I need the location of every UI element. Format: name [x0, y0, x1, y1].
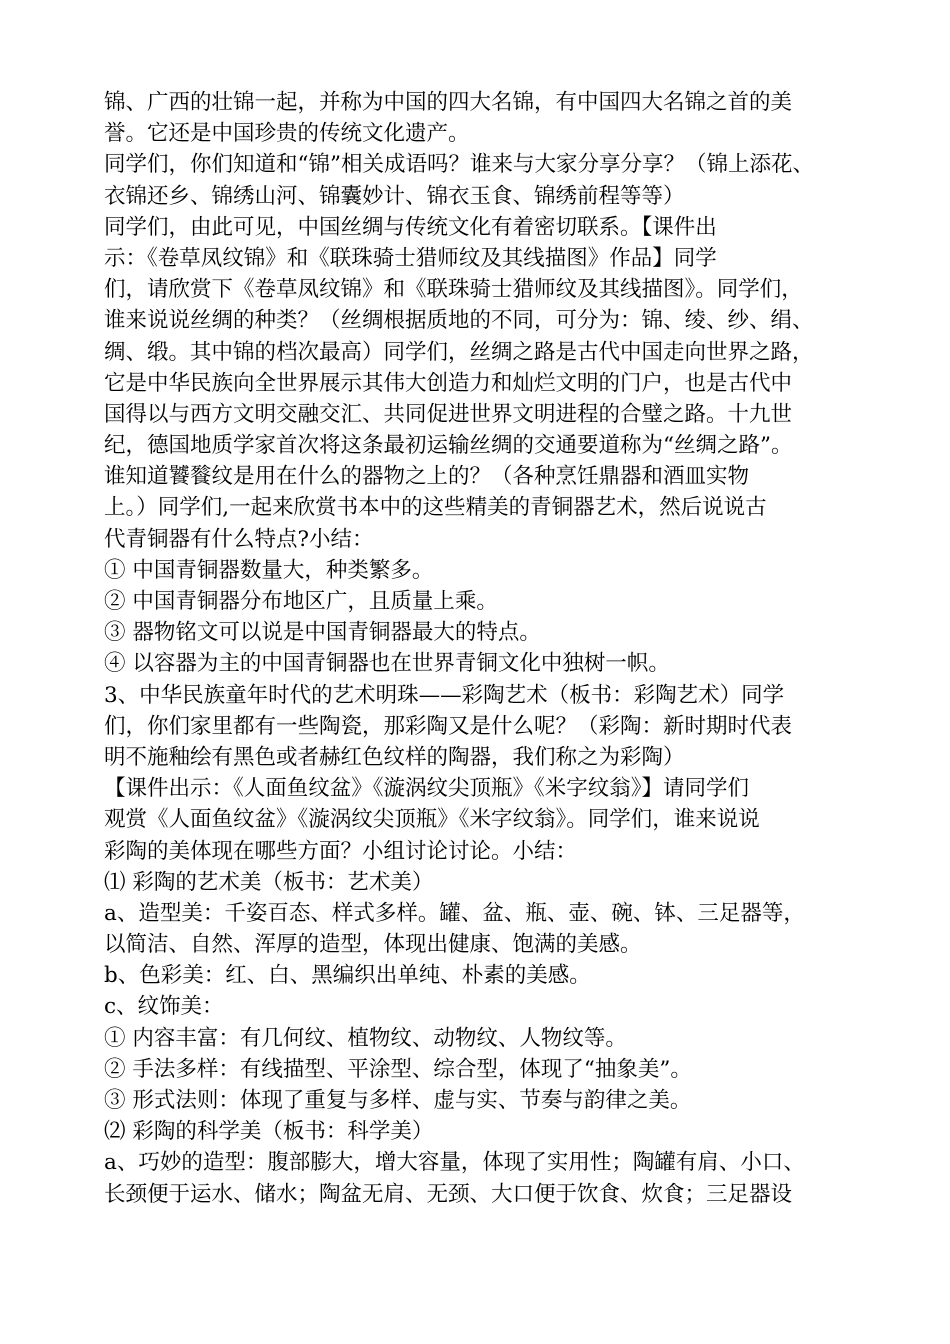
- text-line: 们，请欣赏下《卷草凤纹锦》和《联珠骑士猎师纹及其线描图》。同学们，: [104, 277, 803, 303]
- text-line: 示：《卷草凤纹锦》和《联珠骑士猎师纹及其线描图》作品】同学: [104, 245, 717, 271]
- text-line: a、巧妙的造型：腹部膨大，增大容量，体现了实用性；陶罐有肩、小口、: [104, 1150, 805, 1176]
- text-line: 它是中华民族向全世界展示其伟大创造力和灿烂文明的门户，也是古代中: [104, 370, 793, 396]
- list-item: ① 中国青铜器数量大，种类繁多。: [104, 557, 434, 583]
- text-line: 同学们，由此可见，中国丝绸与传统文化有着密切联系。【课件出: [104, 214, 717, 240]
- list-item: ② 中国青铜器分布地区广，且质量上乘。: [104, 589, 498, 614]
- text-line: 国得以与西方文明交融交汇、共同促进世界文明进程的合璧之路。十九世: [104, 401, 793, 427]
- section-heading: 3、中华民族童年时代的艺术明珠——彩陶艺术（板书：彩陶艺术）同学: [104, 682, 785, 708]
- text-line: 同学们，你们知道和“锦”相关成语吗？谁来与大家分享分享？（锦上添花、: [104, 152, 814, 178]
- list-item: ② 手法多样：有线描型、平涂型、综合型，体现了“抽象美”。: [104, 1056, 692, 1082]
- text-line: 纪，德国地质学家首次将这条最初运输丝绸的交通要道称为“丝绸之路”。: [104, 433, 793, 459]
- subsection-heading: ⑴ 彩陶的艺术美（板书：艺术美）: [104, 869, 434, 895]
- text-line: 明不施釉绘有黑色或者赫红色纹样的陶器，我们称之为彩陶）: [104, 744, 685, 770]
- text-line: b、色彩美：红、白、黑编织出单纯、朴素的美感。: [104, 963, 591, 989]
- document-body: [104, 87, 874, 1210]
- text-line: 谁来说说丝绸的种类？（丝绸根据质地的不同，可分为：锦、绫、纱、绢、: [104, 308, 814, 334]
- list-item: ④ 以容器为主的中国青铜器也在世界青铜文化中独树一帜。: [104, 651, 670, 677]
- text-line: 衣锦还乡、锦绣山河、锦囊妙计、锦衣玉食、锦绣前程等等）: [104, 183, 685, 209]
- text-line: 彩陶的美体现在哪些方面？小组讨论讨论。小结：: [104, 838, 578, 864]
- text-line: 代青铜器有什么特点?小结：: [104, 526, 374, 552]
- list-item: ① 内容丰富：有几何纹、植物纹、动物纹、人物纹等。: [104, 1025, 627, 1051]
- text-line: 们，你们家里都有一些陶瓷，那彩陶又是什么呢？（彩陶：新时期时代表: [104, 713, 793, 739]
- text-line: a、造型美：千姿百态、样式多样。罐、盆、瓶、壶、碗、钵、三足器等，: [104, 900, 805, 926]
- subsection-heading: ⑵ 彩陶的科学美（板书：科学美）: [104, 1119, 434, 1145]
- list-item: ③ 形式法则：体现了重复与多样、虚与实、节奏与韵律之美。: [104, 1088, 692, 1113]
- text-line: c、纹饰美：: [104, 994, 224, 1020]
- text-line: 【课件出示：《人面鱼纹盆》《漩涡纹尖顶瓶》《米字纹翁》】请同学们: [104, 776, 750, 802]
- text-line: 谁知道饕餮纹是用在什么的器物之上的？（各种烹饪鼎器和酒皿实物: [104, 464, 750, 490]
- text-line: 锦、广西的壮锦一起，并称为中国的四大名锦，有中国四大名锦之首的美: [104, 90, 793, 115]
- text-line: 以简洁、自然、浑厚的造型，体现出健康、饱满的美感。: [104, 932, 642, 958]
- text-line: 长颈便于运水、储水；陶盆无肩、无颈、大口便于饮食、炊食；三足器设: [104, 1181, 793, 1207]
- text-line: 观赏《人面鱼纹盆》《漩涡纹尖顶瓶》《米字纹翁》。同学们，谁来说说: [104, 807, 760, 833]
- text-line: 誉。它还是中国珍贵的传统文化遗产。: [104, 121, 470, 147]
- text-line: 绸、缎。其中锦的档次最高）同学们，丝绸之路是古代中国走向世界之路，: [104, 339, 814, 365]
- text-line: 上。）同学们,一起来欣赏书本中的这些精美的青铜器艺术，然后说说古: [104, 495, 767, 521]
- list-item: ③ 器物铭文可以说是中国青铜器最大的特点。: [104, 620, 541, 646]
